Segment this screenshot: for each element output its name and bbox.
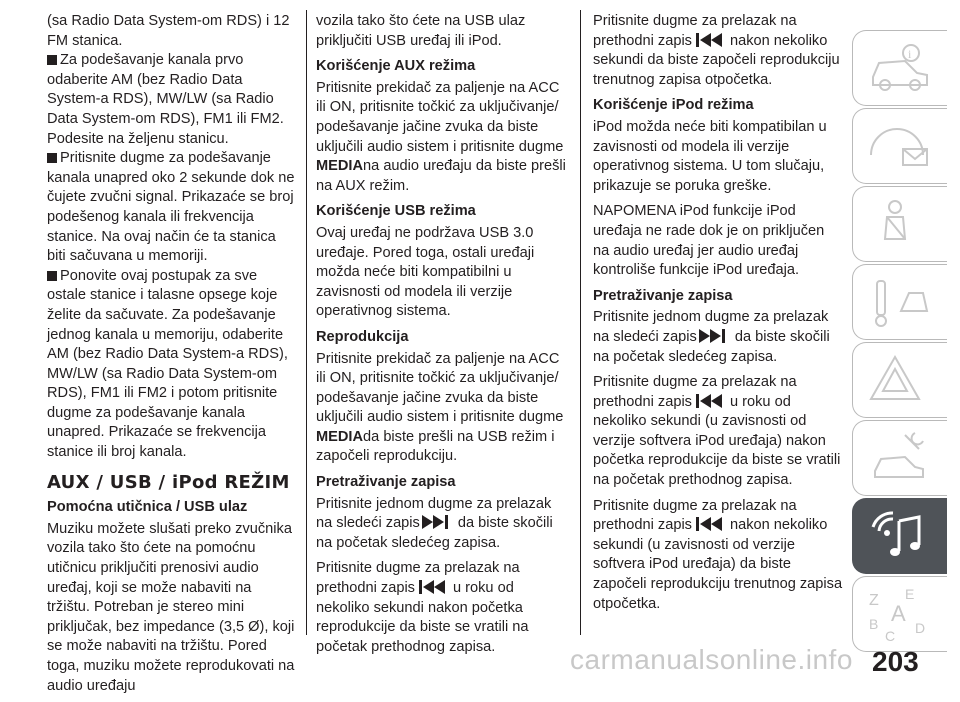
previous-track-icon [694, 32, 728, 48]
seatbelt-airbag-icon [865, 193, 935, 255]
chapter-tabs [852, 30, 960, 654]
subheading: Pomoćna utičnica / USB ulaz [47, 499, 248, 516]
paragraph: Pritisnite dugme za prelazak na prethodni zapis nakon nekoliko sekundi (u zavisnosti od verzije softvera iPod uređaja) da biste započeli reprodukciju trenutnog zapisa otpočetka. [593, 497, 843, 612]
page-number: 203 [872, 646, 919, 677]
paragraph: Pritisnite prekidač za paljenje na ACC ili ON, pritisnite točkić za uključivanje/ podešavanje jačine zvuka da biste uključili audio sistem i pritisnite dugme MEDIAda biste prešli na USB režim i započeli reprodukciju. [316, 350, 564, 465]
paragraph: NAPOMENA iPod funkcije iPod uređaja ne rade dok je on priključen na audio uređaj jer audio uređaj kontroliše funkcije iPod uređaja. [593, 203, 825, 279]
step-bullet-icon [47, 271, 57, 281]
watermark: carmanualsonline.info [570, 644, 853, 675]
svg-text:A: A [891, 601, 906, 626]
paragraph: Pritisnite dugme za prelazak na prethodni zapis u roku od nekoliko sekundi (u zavisnosti od verzije softvera iPod uređaja) nakon početka reprodukcije da biste se vratili na početak prethodnog zapisa. [593, 374, 841, 489]
tab-maintenance[interactable] [852, 420, 947, 496]
tab-emergency[interactable] [852, 342, 947, 418]
column-divider [306, 10, 307, 635]
paragraph: Pritisnite jednom dugme za prelazak na sledeći zapis da biste skočili na početak sledećeg zapisa. [593, 309, 830, 365]
previous-track-icon [694, 393, 728, 409]
column-3 [593, 12, 843, 620]
column-divider [580, 10, 581, 635]
multimedia-icon [865, 505, 935, 567]
media-button-label: MEDIA [316, 158, 364, 175]
key-start-icon [865, 271, 935, 333]
step-bullet-icon [47, 55, 57, 65]
section-title: AUX / USB / iPod REŽIM [47, 471, 290, 493]
svg-text:B: B [869, 616, 879, 632]
tab-dashboard-warning[interactable] [852, 108, 947, 184]
paragraph: iPod možda neće biti kompatibilan u zavisnosti od modela ili verzije operativnog sistema. U tom slučaju, prikazuje se poruka greške. [593, 118, 827, 194]
previous-track-icon [417, 579, 451, 595]
svg-text:C: C [885, 628, 896, 644]
tab-starting-driving[interactable] [852, 264, 947, 340]
paragraph: Pritisnite dugme za prelazak na prethodni zapis u roku od nekoliko sekundi nakon početka reprodukcije da biste se vratili na početak prethodnog zapisa. [316, 560, 529, 655]
subheading: Korišćenje AUX režima [316, 58, 476, 75]
paragraph: Pritisnite jednom dugme za prelazak na sledeći zapis da biste skočili na početak sledećeg zapisa. [316, 495, 553, 551]
subheading: Korišćenje USB režima [316, 203, 476, 220]
car-info-icon [865, 37, 935, 99]
paragraph: Za podešavanje kanala prvo odaberite AM (bez Radio Data System-a RDS), MW/LW (sa Radio Data System-om RDS), FM1 ili FM2. Podesite na željenu stanicu. [47, 52, 284, 147]
paragraph: Pritisnite dugme za podešavanje kanala unapred oko 2 sekunde dok ne čujete zvučni signal. Prikazaće se broj podešenog kanala ili frekvencija stanice. Na ovaj način će ta stanica biti sačuvana u memoriji. [47, 150, 295, 265]
subheading: Reprodukcija [316, 328, 409, 345]
wrench-car-icon [865, 427, 935, 489]
tab-car-info[interactable] [852, 30, 947, 106]
subheading: Korišćenje iPod režima [593, 97, 754, 114]
dashboard-warning-icon [865, 115, 935, 177]
warning-triangle-icon [865, 349, 935, 411]
svg-text:Z: Z [869, 592, 879, 609]
previous-track-icon [694, 516, 728, 532]
tab-index[interactable] [852, 576, 947, 652]
step-bullet-icon [47, 153, 57, 163]
paragraph: Muziku možete slušati preko zvučnika vozila tako što ćete na pomoćnu utičnicu priključiti prenosivi audio uređaj, koji se može nabaviti na tržištu. Potreban je stereo mini priključak, bez impedance (3,5 Ø), koji se može nabaviti na tržištu. Pored toga, muziku možete reprodukovati na audio uređaju [47, 520, 295, 694]
column-2 [316, 12, 566, 663]
paragraph: (sa Radio Data System-om RDS) i 12 FM stanica. [47, 13, 290, 49]
paragraph: Pritisnite prekidač za paljenje na ACC ili ON, pritisnite točkić za uključivanje/ podešavanje jačine zvuka da biste uključili audio sistem i pritisnite dugme MEDIAna audio uređaju da biste prešli na AUX režim. [316, 79, 566, 194]
index-az-icon [865, 583, 935, 645]
media-button-label: MEDIA [316, 428, 364, 445]
tab-multimedia[interactable] [852, 498, 947, 574]
column-1 [47, 12, 297, 702]
svg-text:D: D [915, 620, 926, 636]
next-track-icon [699, 328, 733, 344]
paragraph: Pritisnite dugme za prelazak na prethodni zapis nakon nekoliko sekundi da biste započeli reprodukciju trenutnog zapisa otpočetka. [593, 13, 840, 88]
subheading: Pretraživanje zapisa [316, 474, 456, 491]
paragraph: Ovaj uređaj ne podržava USB 3.0 uređaje. Pored toga, ostali uređaji možda neće biti kompatibilni u zavisnosti od modela ili verzije operativnog sistema. [316, 224, 535, 320]
tab-safety[interactable] [852, 186, 947, 262]
svg-text:i: i [908, 47, 912, 61]
paragraph: Ponovite ovaj postupak za sve ostale stanice i talasne opsege koje želite da sačuvate. Za podešavanje jednog kanala u memoriju, odaberite AM (bez Radio Data System-a RDS), MW/LW (sa Radio Data System-om RDS), FM1 ili FM2 i potom pritisnite dugme za podešavanje kanala unapred. Prikazaće se frekvencija stanice ili broj kanala. [47, 267, 288, 461]
subheading: Pretraživanje zapisa [593, 287, 733, 304]
paragraph: vozila tako što ćete na USB ulaz priključiti USB uređaj ili iPod. [316, 13, 526, 49]
next-track-icon [422, 514, 456, 530]
svg-text:E: E [905, 586, 915, 602]
